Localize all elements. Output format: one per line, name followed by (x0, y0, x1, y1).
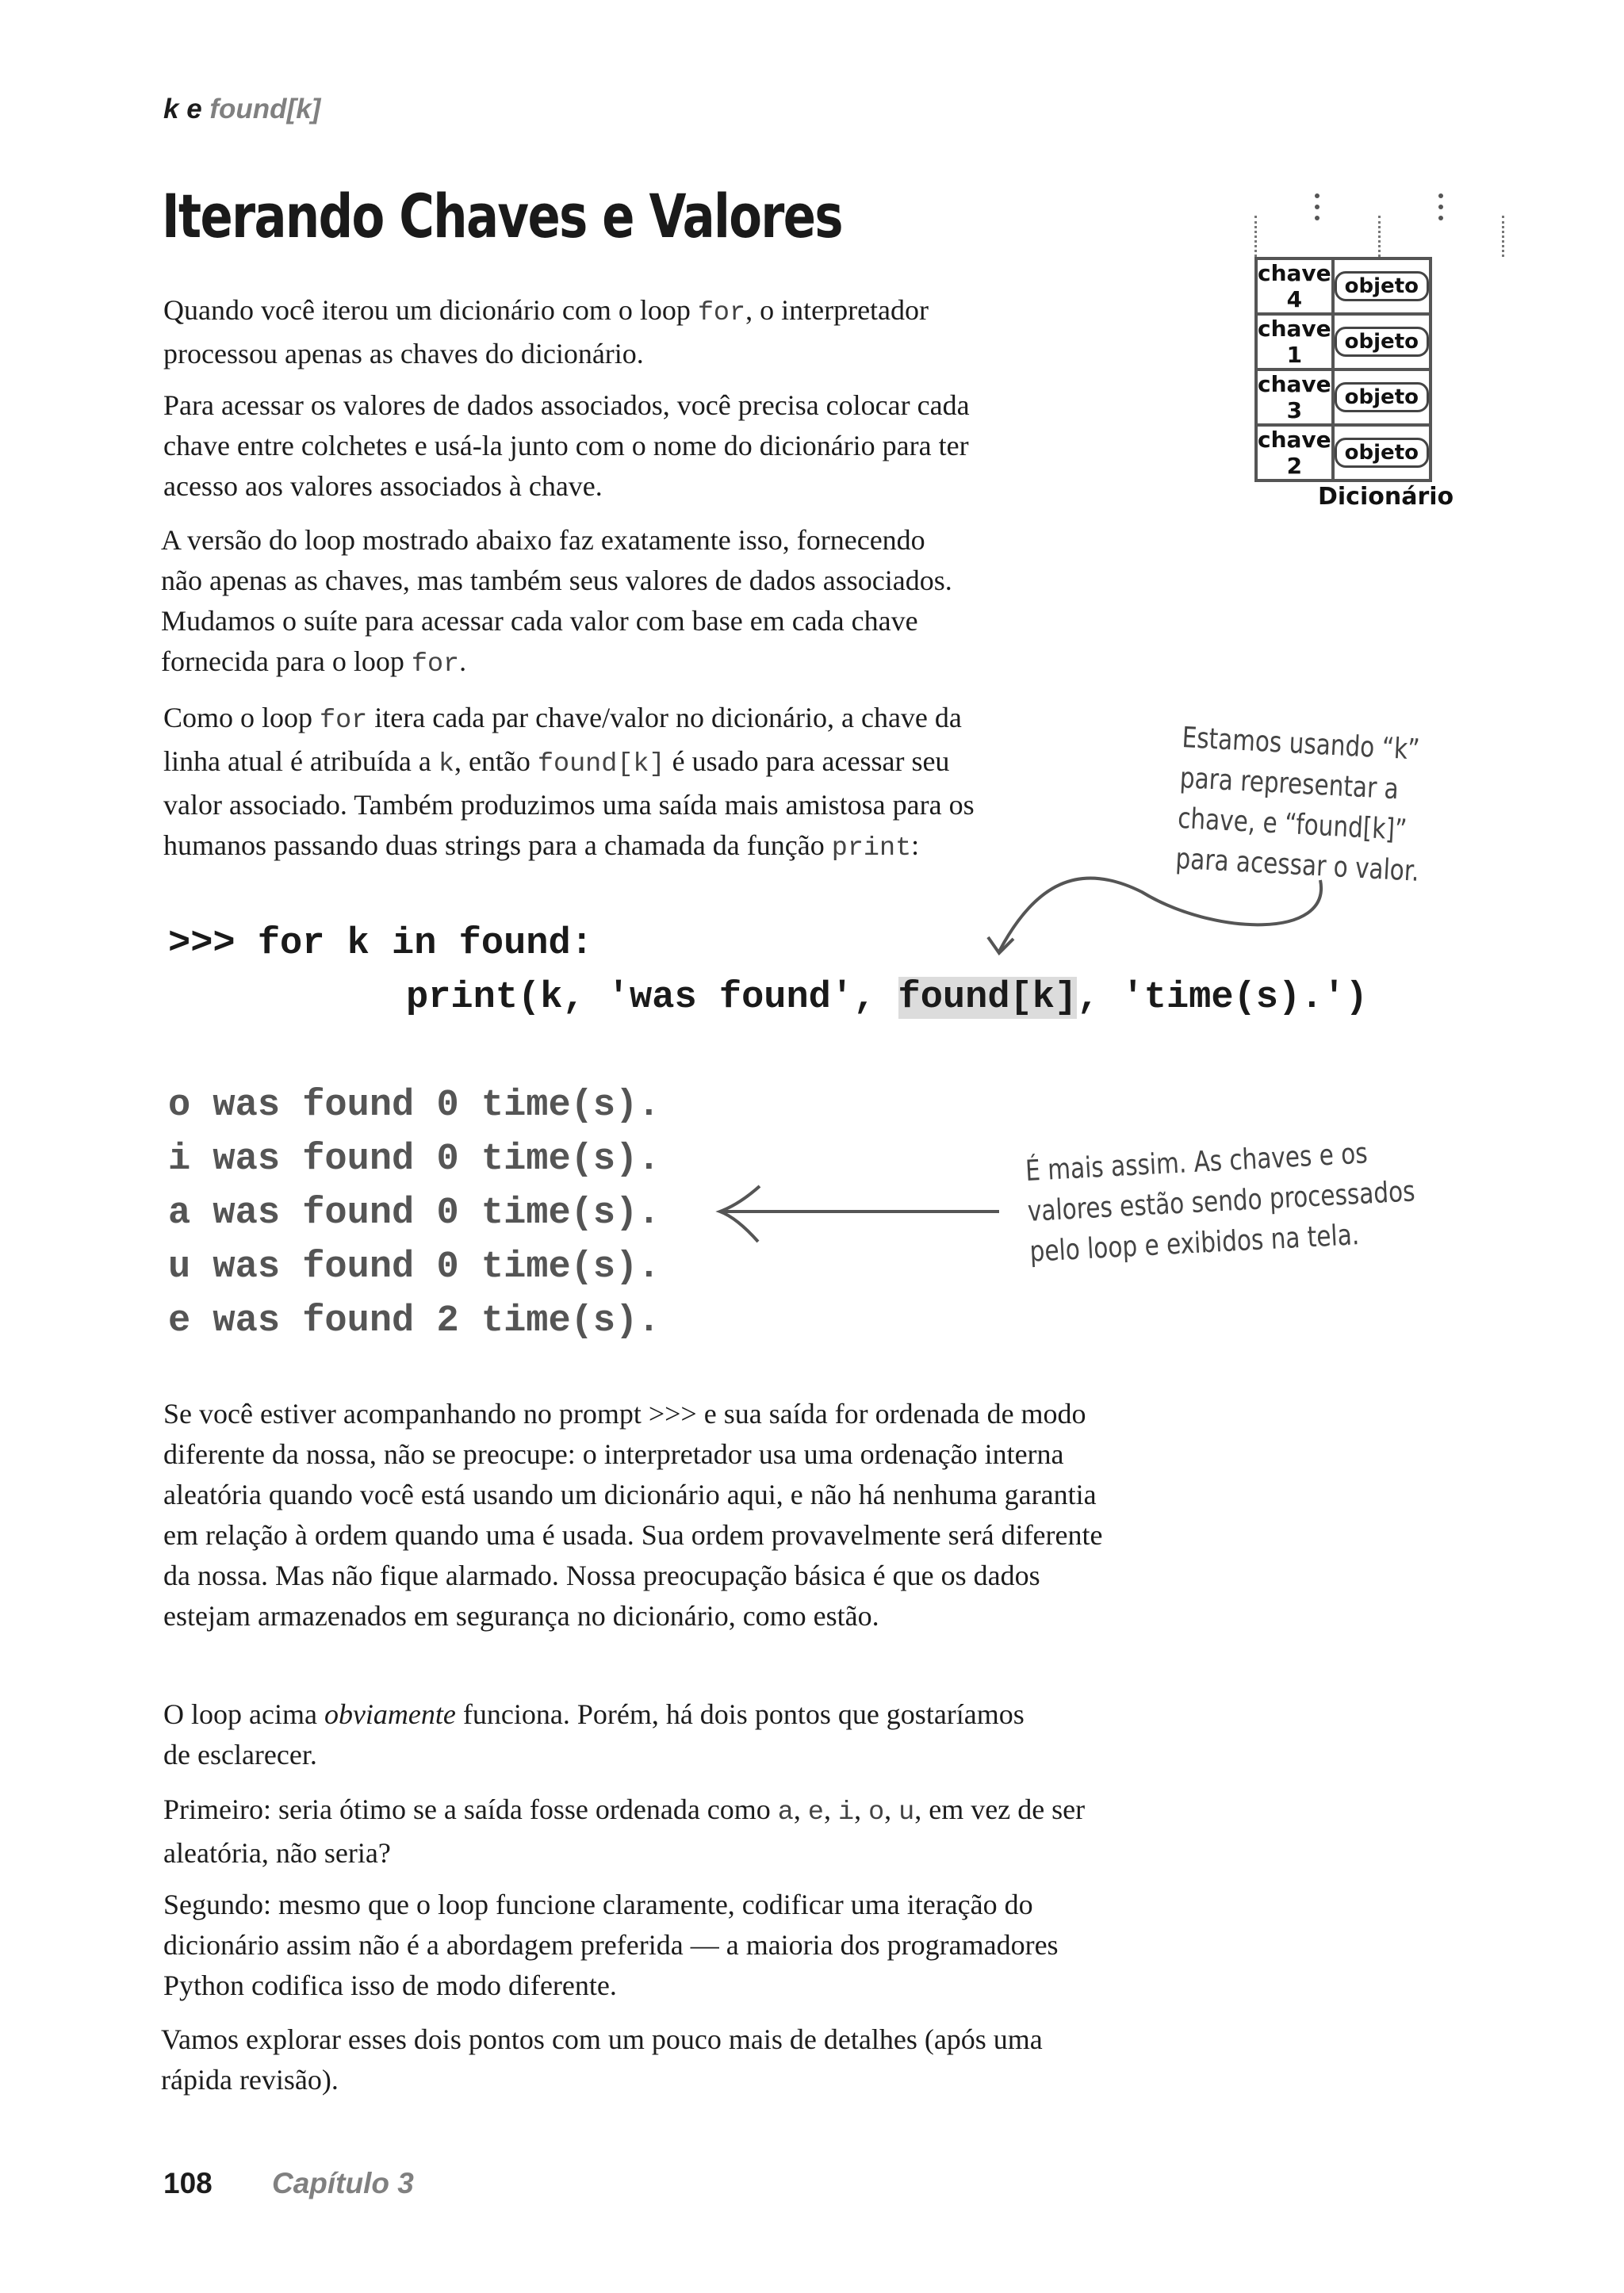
paragraph-6: O loop acima obviamente funciona. Porém, há dois pontos que gostaríamos de esclarecer. (163, 1698, 1025, 1770)
dictionary-row (1256, 369, 1431, 425)
output-line: a was found 0 time(s). (168, 1192, 661, 1235)
dictionary-row (1256, 258, 1431, 314)
dict-value: objeto (1335, 327, 1429, 357)
dict-value: objeto (1335, 382, 1429, 412)
paragraph-1: Quando você iterou um dicionário com o loop for, o interpretador processou apenas as chaves do dicionário. (163, 294, 929, 369)
dict-key: chave 3 (1258, 371, 1331, 423)
handwritten-note-output: É mais assim. As chaves e os valores estão sendo processados pelo loop e exibidos na tela. (1025, 1137, 1416, 1269)
inline-code: for (320, 706, 368, 736)
inline-code: for (411, 649, 460, 679)
dictionary-row (1256, 425, 1431, 480)
paragraph-3: A versão do loop mostrado abaixo faz exatamente isso, fornecendo não apenas as chaves, mas também seus valores de dados associados. Mudamos o suíte para acessar cada valor com base em cada chave fornecida para o loop for. (161, 524, 952, 679)
inline-code: found[k] (537, 749, 665, 779)
header-k: k e (163, 94, 202, 124)
paragraph-8: Segundo: mesmo que o loop funcione claramente, codificar uma iteração do dicionário assim não é a abordagem preferida — a maioria dos programadores Python codifica isso de modo diferente. (163, 1889, 1059, 2001)
header-found: found[k] (209, 94, 321, 124)
paragraph-4: Como o loop for itera cada par chave/valor no dicionário, a chave da linha atual é atribuída a k, então found[k] é usado para acessar seu valor associado. Também produzimos uma saída mais amistosa para os humanos passando duas strings para a chamada da função print: (163, 702, 975, 863)
inline-code: for (697, 298, 746, 328)
ellipsis-dots (1313, 187, 1321, 227)
paragraph-5: Se você estiver acompanhando no prompt >>> e sua saída for ordenada de modo diferente da nossa, não se preocupe: o interpretador usa uma ordenação interna aleatória quando você está usando um dicionário aqui, e não há nenhuma garantia em relação à ordem quando uma é usada. Sua ordem provavelmente será diferente da nossa. Mas não fique alarmado. Nossa preocupação básica é que os dados estejam armazenados em segurança no dicionário, como estão. (163, 1398, 1103, 1632)
output-line: i was found 0 time(s). (168, 1139, 661, 1181)
dictionary-row (1256, 314, 1431, 369)
output-line: u was found 0 time(s). (168, 1246, 661, 1288)
paragraph-2: Para acessar os valores de dados associados, você precisa colocar cada chave entre colchetes e usá-la junto com o nome do dicionário para ter acesso aos valores associados à chave. (163, 389, 970, 502)
ellipsis-dots (1437, 187, 1445, 227)
chapter-label: Capítulo 3 (272, 2167, 414, 2199)
inline-code: k (438, 749, 454, 779)
paragraph-7: Primeiro: seria ótimo se a saída fosse ordenada como a, e, i, o, u, em vez de ser aleatória, não seria? (163, 1793, 1086, 1869)
dict-key: chave 2 (1258, 427, 1331, 479)
dictionary-table (1254, 257, 1432, 482)
code-line-for: >>> for k in found: (168, 923, 593, 965)
dict-value: objeto (1335, 438, 1429, 468)
dict-value: objeto (1335, 271, 1429, 301)
highlighted-found-k: found[k] (898, 977, 1078, 1019)
running-header (163, 94, 320, 125)
page-title: Iterando Chaves e Valores (162, 181, 843, 251)
dict-key: chave 4 (1258, 260, 1331, 312)
handwritten-note-top: Estamos usando “k” para representar a chave, e “found[k]” para acessar o valor. (1174, 721, 1421, 888)
dictionary-caption: Dicionário (1318, 483, 1454, 511)
output-line: o was found 0 time(s). (168, 1085, 661, 1127)
page-number: 108 (163, 2167, 213, 2199)
inline-code: print (831, 833, 912, 863)
dict-key: chave 1 (1258, 316, 1331, 368)
curved-arrow-icon (983, 864, 1356, 967)
code-line-print: print(k, 'was found', found[k], 'time(s).') (406, 977, 1368, 1019)
emphasis: obviamente (324, 1698, 456, 1730)
arrow-left-icon (714, 1181, 1007, 1245)
output-line: e was found 2 time(s). (168, 1300, 661, 1342)
paragraph-9: Vamos explorar esses dois pontos com um pouco mais de detalhes (após uma rápida revisão). (161, 2023, 1043, 2096)
